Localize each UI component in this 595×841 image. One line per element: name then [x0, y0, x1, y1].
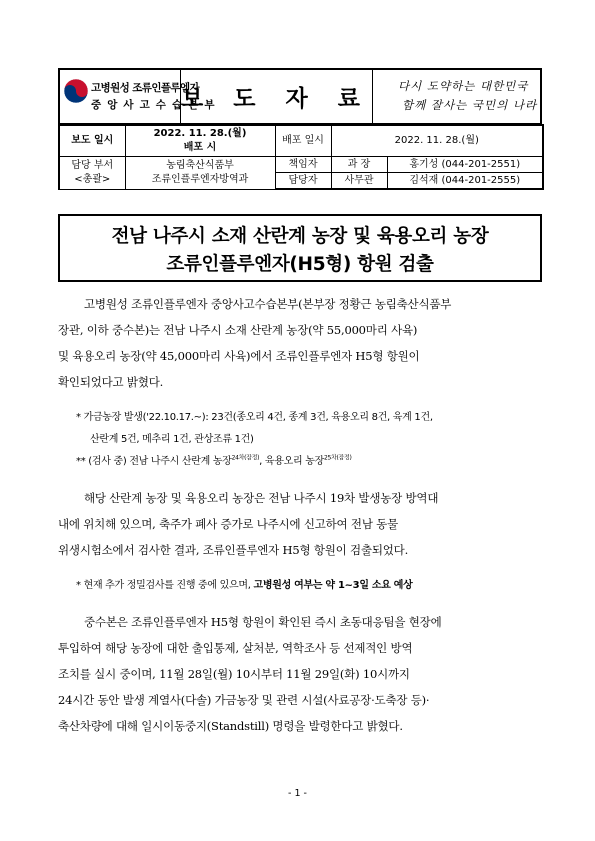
paragraph-line: 해당 산란계 농장 및 육용오리 농장은 전남 나주시 19차 발생농장 방역대 — [84, 491, 439, 505]
staff-label: 담당자 — [275, 173, 331, 190]
report-date-label: 보도 일시 — [59, 125, 125, 157]
release-info-table — [58, 124, 544, 190]
department-label: 담당 부서 <총괄> — [59, 157, 125, 190]
footnote-line: * 현재 추가 정밀검사를 진행 중에 있으며, 고병원성 여부는 약 1~3일 소요 예상 — [76, 580, 413, 591]
agency-name-line1: 고병원성 조류인플루엔자 — [91, 82, 200, 94]
paragraph-line: 고병원성 조류인플루엔자 중앙사고수습본부(본부장 정황근 농림축산식품부 — [84, 297, 452, 311]
department-value: 농림축산식품부 조류인플루엔자방역과 — [125, 157, 275, 190]
distribution-date-value: 2022. 11. 28.(월) — [331, 125, 543, 157]
headline-line2: 조류인플루엔자(H5형) 항원 검출 — [166, 254, 434, 275]
paragraph-line: 및 육용오리 농장(약 45,000마리 사육)에서 조류인플루엔자 H5형 항원이 — [58, 349, 420, 363]
responsible-label: 책임자 — [275, 157, 331, 173]
footnote-line: * 가금농장 발생('22.10.17.~): 23건(종오리 4건, 종계 3건, 육용오리 8건, 육계 1건, — [76, 412, 433, 423]
paragraph-line: 내에 위치해 있으며, 축주가 폐사 증가로 나주시에 신고하여 전남 동물 — [58, 517, 399, 531]
report-date-value: 2022. 11. 28.(월) 배포 시 — [125, 125, 275, 157]
paragraph-line: 조치를 실시 중이며, 11월 28일(월) 10시부터 11월 29일(화) 10시까지 — [58, 667, 410, 681]
responsible-name: 홍기성 (044-201-2551) — [387, 157, 543, 173]
page-number: - 1 - — [288, 788, 307, 799]
headline-line1: 전남 나주시 소재 산란계 농장 및 육용오리 농장 — [111, 226, 489, 247]
paragraph-line: 장관, 이하 중수본)는 전남 나주시 소재 산란계 농장(약 55,000마리 사육) — [58, 323, 418, 337]
paragraph-line: 축산차량에 대해 일시이동중지(Standstill) 명령을 발령한다고 밝혔다. — [58, 719, 403, 733]
slogan-line1: 다시 도약하는 대한민국 — [398, 79, 529, 93]
paragraph-line: 24시간 동안 발생 계열사(다솔) 가금농장 및 관련 시설(사료공장·도축장 등)· — [58, 693, 430, 707]
responsible-title: 과 장 — [331, 157, 387, 173]
paragraph-line: 중수본은 조류인플루엔자 H5형 항원이 확인된 즉시 초동대응팀을 현장에 — [84, 615, 442, 629]
staff-name: 김석재 (044-201-2555) — [387, 173, 543, 190]
footnote-line: ** (검사 중) 전남 나주시 산란계 농장$^{24차(잠정)}$, 육용오리 농장$^{25차(잠정)}$ — [76, 454, 352, 467]
footnote-line: 산란계 5건, 메추리 1건, 관상조류 1건) — [90, 434, 254, 445]
paragraph-line: 투입하여 해당 농장에 대한 출입통제, 살처분, 역학조사 등 선제적인 방역 — [58, 641, 413, 655]
staff-title: 사무관 — [331, 173, 387, 190]
government-logo-icon — [63, 78, 89, 104]
document-type-title: 보 도 자 료 — [181, 86, 371, 112]
paragraph-line: 확인되었다고 밝혔다. — [58, 375, 164, 389]
paragraph-line: 위생시험소에서 검사한 결과, 조류인플루엔자 H5형 항원이 검출되었다. — [58, 543, 409, 557]
agency-name-line2: 중 앙 사 고 수 습 본 부 — [91, 99, 216, 111]
header-divider — [372, 68, 373, 125]
distribution-date-label: 배포 일시 — [275, 125, 331, 157]
slogan-line2: 함께 잘사는 국민의 나라 — [402, 98, 538, 112]
